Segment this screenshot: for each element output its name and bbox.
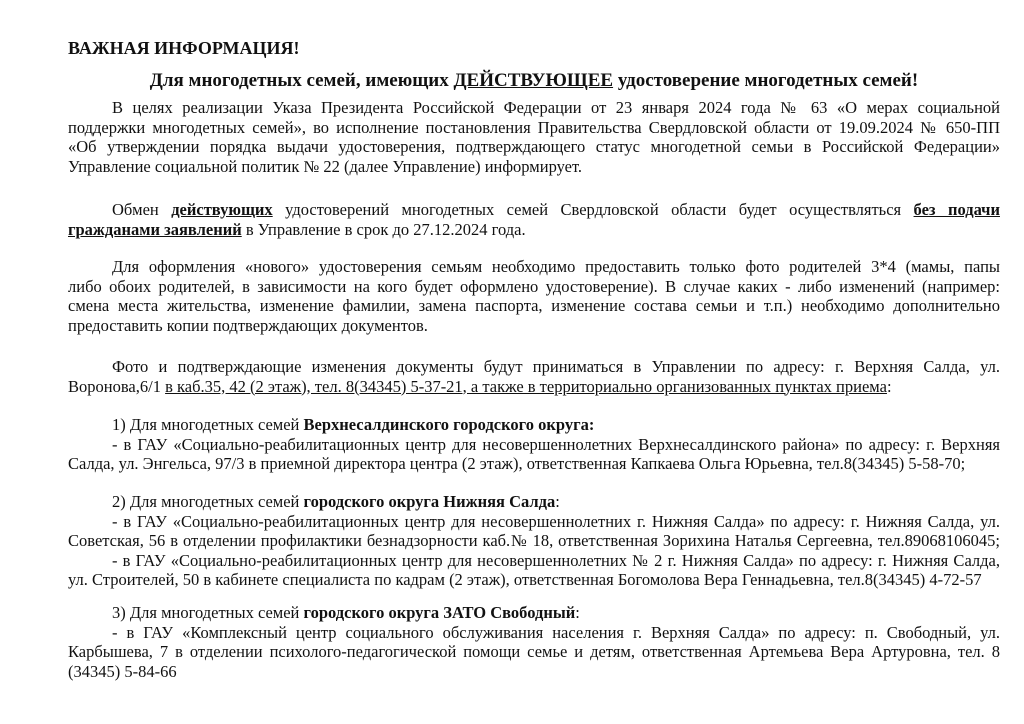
text-line <box>68 316 1000 336</box>
text-line <box>68 662 1000 682</box>
text-segment: 1) Для многодетных семей <box>112 415 304 434</box>
list-item-3 <box>68 603 1000 681</box>
text-segment: Карбышева, 7 в отделении психолого-педагогической помощи семье и детям, ответственная Артемьева Вера Артуровна, тел. 8 <box>68 642 1000 661</box>
text-segment: в Управление в срок до 27.12.2024 года. <box>241 219 526 239</box>
intro-paragraph <box>68 98 1000 176</box>
emphasized-text: городского округа ЗАТО Свободный <box>303 603 576 622</box>
subtitle-text-end: удостоверение многодетных семей! <box>613 70 919 91</box>
text-segment: : <box>555 492 560 511</box>
text-segment: : <box>575 603 580 622</box>
text-segment: Фото и подтверждающие изменения документы будут приниматься в Управлении по адресу: г. Верхняя Салда, ул. <box>112 357 1000 376</box>
text-line <box>68 118 1000 138</box>
page-title: ВАЖНАЯ ИНФОРМАЦИЯ! <box>68 38 300 58</box>
list-item-1 <box>68 415 1000 474</box>
text-line <box>68 512 1000 532</box>
text-segment: В целях реализации Указа Президента Российской Федерации от 23 января 2024 года № 63 «О мерах социальной <box>112 98 1000 117</box>
emphasized-text: городского округа Нижняя Салда <box>303 492 556 511</box>
subtitle <box>68 70 1000 92</box>
text-segment: Обмен <box>112 200 172 219</box>
text-segment: предоставить копии подтверждающих документов. <box>68 315 428 335</box>
text-segment: - в ГАУ «Комплексный центр социального обслуживания населения г. Верхняя Салда» по адресу: п. Свободный, ул. <box>112 622 1000 642</box>
address-paragraph <box>68 357 1000 396</box>
text-line <box>68 157 1000 177</box>
text-line <box>68 454 1000 474</box>
emphasized-text: без подачи <box>913 200 1000 219</box>
exchange-paragraph <box>68 200 1000 239</box>
emphasized-text: гражданами заявлений <box>68 219 242 239</box>
text-segment: - в ГАУ «Социально-реабилитационных центр для несовершеннолетних Верхнесалдинского района» по адресу: г. Верхняя <box>112 434 1000 454</box>
text-line <box>68 296 1000 316</box>
text-line <box>68 415 1000 435</box>
text-segment: ул. Строителей, 50 в кабинете специалиста по кадрам (2 этаж), ответственная Богомолова Вера Геннадьевна, тел.8(34345) 4-72-57 <box>68 570 982 589</box>
subtitle-emphasis: ДЕЙСТВУЮЩЕЕ <box>453 70 614 91</box>
text-segment: - в ГАУ «Социально-реабилитационных центр для несовершеннолетних № 2 г. Нижняя Салда» по адресу: г. Нижняя Салда, <box>112 550 1000 570</box>
text-line <box>68 642 1000 662</box>
text-segment: Салда, ул. Энгельса, 97/3 в приемной директора центра (2 этаж), ответственная Капкаева Ольга Юрьевна, тел.8(34345) 5-58-70; <box>68 454 966 473</box>
documents-paragraph <box>68 257 1000 335</box>
text-line <box>68 137 1000 157</box>
text-line <box>68 603 1000 623</box>
text-segment: «Об утверждении порядка выдачи удостоверения, подтверждающего статус многодетной семьи в Российской Федерации» <box>68 137 1000 156</box>
text-segment: (34345) 5-84-66 <box>68 661 177 681</box>
subtitle-text: Для многодетных семей, имеющих <box>149 70 454 91</box>
text-segment: либо обоих родителей, в зависимости на кого будет оформлено удостоверение). В случае каких - либо изменений (например: <box>68 276 1000 296</box>
text-segment: Для оформления «нового» удостоверения семьям необходимо предоставить только фото родителей 3*4 (мамы, папы <box>112 257 1000 276</box>
text-segment: смена места жительства, изменение фамилии, замена паспорта, изменение состава семьи и т.п.) необходимо дополнительно <box>68 296 1000 315</box>
text-line <box>68 435 1000 455</box>
text-line <box>68 257 1000 277</box>
emphasized-text: действующих <box>171 200 273 219</box>
text-segment: - в ГАУ «Социально-реабилитационных центр для несовершеннолетних г. Нижняя Салда» по адресу: г. Нижняя Салда, ул. <box>112 511 1000 531</box>
text-segment: Советская, 56 в отделении профилактики безнадзорности каб.№ 18, ответственная Зорихина Наталья Сергеевна, тел.89068106045; <box>68 531 1000 550</box>
text-line <box>68 98 1000 118</box>
text-line <box>68 200 1000 220</box>
text-line <box>68 551 1000 571</box>
text-segment: удостоверений многодетных семей Свердловской области будет осуществляться <box>272 200 914 219</box>
text-segment: 2) Для многодетных семей <box>112 492 304 511</box>
text-segment: Управление социальной политик № 22 (далее Управление) информирует. <box>68 156 583 176</box>
text-line <box>68 492 1000 512</box>
text-segment: поддержки многодетных семей», во исполнение постановления Правительства Свердловской области от 19.09.2024 № 650-ПП <box>68 117 1000 137</box>
text-segment: : <box>886 376 892 396</box>
text-line <box>68 357 1000 377</box>
emphasized-text: Верхнесалдинского городского округа: <box>303 415 595 434</box>
text-line <box>68 377 1000 397</box>
text-line <box>68 531 1000 551</box>
text-segment: 3) Для многодетных семей <box>112 603 304 622</box>
text-line <box>68 623 1000 643</box>
list-item-2 <box>68 492 1000 590</box>
text-line <box>68 570 1000 590</box>
text-segment: Воронова,6/1 <box>68 376 166 396</box>
emphasized-text: в каб.35, 42 (2 этаж), тел. 8(34345) 5-37-21, а также в территориально организованных пунктах приема <box>165 376 887 396</box>
text-line <box>68 220 1000 240</box>
text-line <box>68 277 1000 297</box>
